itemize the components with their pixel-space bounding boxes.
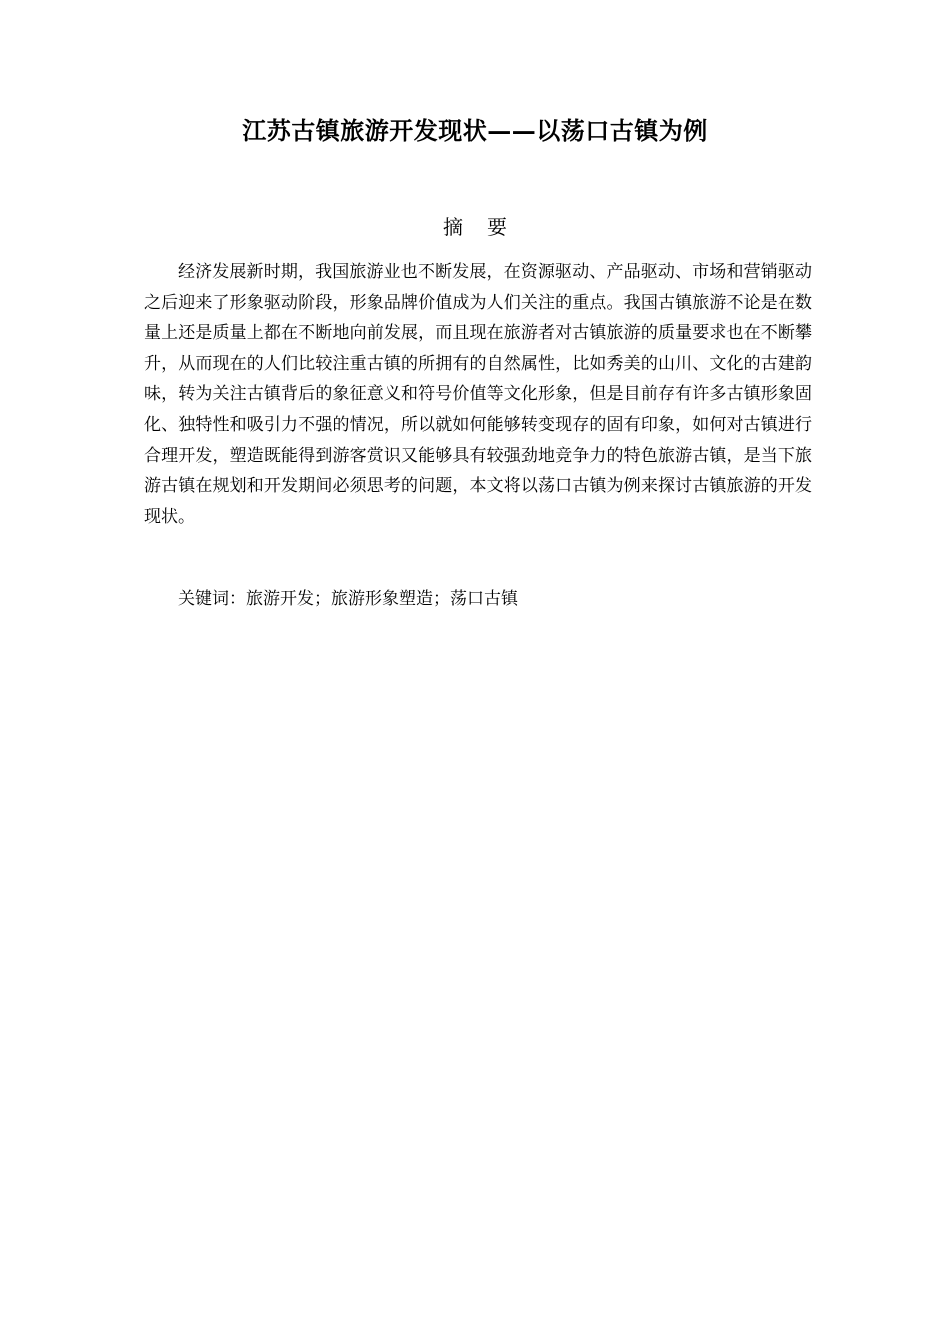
abstract-body: 经济发展新时期，我国旅游业也不断发展，在资源驱动、产品驱动、市场和营销驱动之后迎来了形象驱动阶段，形象品牌价值成为人们关注的重点。我国古镇旅游不论是在数量上还是质量上都在不断地向前发展，而且现在旅游者对古镇旅游的质量要求也在不断攀升，从而现在的人们比较注重古镇的所拥有的自然属性，比如秀美的山川、文化的古建韵味，转为关注古镇背后的象征意义和符号价值等文化形象，但是目前存有许多古镇形象固化、独特性和吸引力不强的情况，所以就如何能够转变现存的固有印象，如何对古镇进行合理开发，塑造既能得到游客赏识又能够具有较强劲地竞争力的特色旅游古镇，是当下旅游古镇在规划和开发期间必须思考的问题，本文将以荡口古镇为例来探讨古镇旅游的开发现状。 bbox=[144, 262, 812, 527]
abstract-heading: 摘要 bbox=[443, 215, 531, 239]
keywords-line bbox=[144, 584, 812, 615]
keywords-value: 旅游开发；旅游形象塑造；荡口古镇 bbox=[246, 589, 518, 609]
paper-title: 江苏古镇旅游开发现状——以荡口古镇为例 bbox=[242, 116, 708, 145]
keywords-label: 关键词： bbox=[178, 589, 246, 609]
